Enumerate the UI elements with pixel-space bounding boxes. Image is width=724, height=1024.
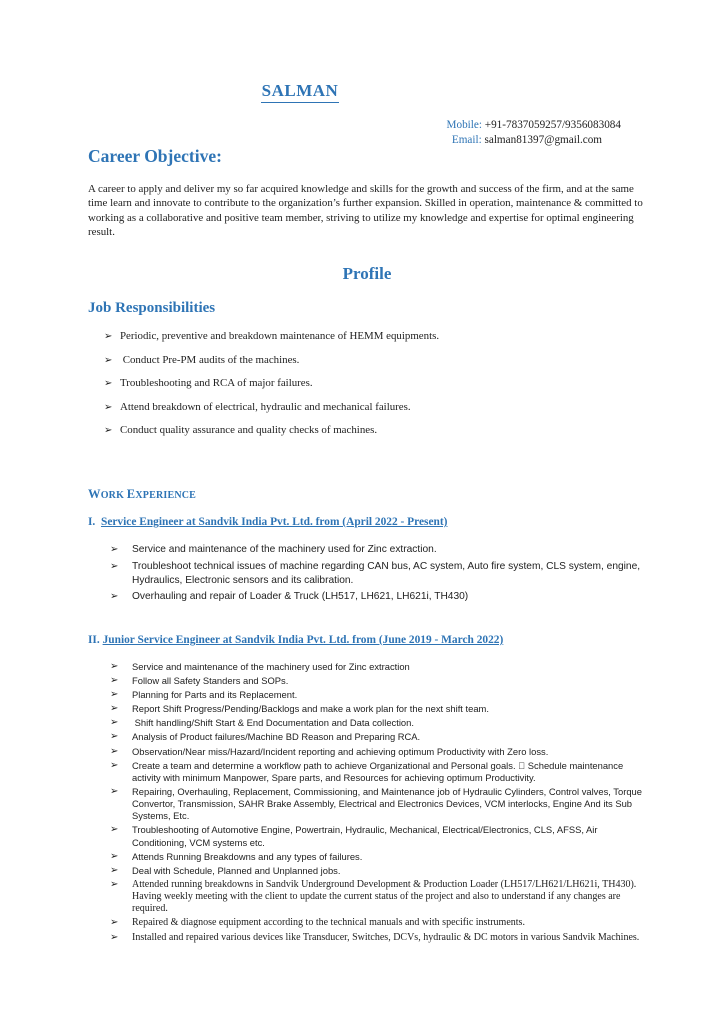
arrow-bullet-icon: ➢ [110, 745, 119, 757]
list-item [110, 717, 647, 729]
arrow-bullet-icon: ➢ [110, 931, 119, 943]
arrow-bullet-icon: ➢ [110, 731, 119, 743]
duty-text: Deal with Schedule, Planned and Unplanned jobs. [132, 864, 341, 876]
job-numeral: I. [88, 516, 96, 528]
job-responsibilities-heading: Job Responsibilities [88, 300, 216, 316]
list-item [110, 543, 647, 557]
responsibilities-list [104, 328, 439, 446]
responsibility-text: Periodic, preventive and breakdown maintenance of HEMM equipments. [120, 330, 440, 342]
list-item [104, 328, 439, 352]
responsibility-text: Troubleshooting and RCA of major failures. [120, 377, 313, 389]
contact-email [452, 134, 602, 146]
arrow-bullet-icon: ➢ [110, 544, 119, 555]
duty-text: Repaired & diagnose equipment according to the technical manuals and with specific instruments. [132, 917, 525, 929]
career-objective-heading: Career Objective: [88, 146, 222, 166]
list-item [110, 731, 647, 743]
arrow-bullet-icon: ➢ [110, 560, 119, 572]
job-2-duties [110, 661, 647, 946]
job-title-2 [88, 634, 503, 646]
duty-text: Troubleshoot technical issues of machine regarding CAN bus, AC system, Auto fire system, CLS system, engine, Hydraulics, Electronic sensors and its calibration. [132, 560, 641, 586]
list-item [110, 703, 647, 715]
arrow-bullet-icon: ➢ [110, 717, 119, 729]
candidate-name-text: SALMAN [261, 81, 340, 103]
duty-text: Service and maintenance of the machinery used for Zinc extraction [132, 661, 410, 672]
arrow-bullet-icon: ➢ [110, 864, 119, 876]
list-item [110, 851, 647, 863]
duty-text: Service and maintenance of the machinery used for Zinc extraction. [132, 544, 437, 555]
career-objective-text: A career to apply and deliver my so far acquired knowledge and skills for the growth and success of the firm, and at the same time learn and innovate to contribute to the organization’s further expansion. Skilled in operation, maintenance & committed to working as a collaborative and positive team member, striving to utilize my knowledge and expertise for optimal engineering result. [88, 183, 643, 238]
arrow-bullet-icon: ➢ [104, 401, 113, 413]
job-1-duties [110, 543, 647, 607]
responsibility-text: Attend breakdown of electrical, hydraulic and mechanical failures. [120, 400, 411, 413]
list-item [104, 375, 439, 399]
list-item [110, 560, 647, 588]
work-heading-part: ORK [100, 490, 127, 501]
arrow-bullet-icon: ➢ [110, 661, 119, 672]
duty-text: Planning for Parts and its Replacement. [132, 689, 298, 701]
arrow-bullet-icon: ➢ [104, 331, 113, 342]
responsibility-text: Conduct quality assurance and quality checks of machines. [120, 424, 378, 436]
duty-text: Report Shift Progress/Pending/Backlogs and make a work plan for the next shift team. [132, 703, 489, 715]
duty-text: Troubleshooting of Automotive Engine, Powertrain, Hydraulic, Mechanical, Electrical/Electronics, CLS, AFSS, Air Conditioning, VCM systems etc. [132, 824, 598, 848]
arrow-bullet-icon: ➢ [110, 850, 119, 862]
list-item [110, 746, 647, 758]
email-value[interactable]: salman81397@gmail.com [484, 134, 602, 146]
arrow-bullet-icon: ➢ [104, 354, 113, 366]
list-item [110, 675, 647, 687]
list-item [104, 422, 439, 446]
duty-text: Observation/Near miss/Hazard/Incident reporting and achieving optimum Productivity with Zero loss. [132, 745, 549, 757]
work-heading-part: W [88, 487, 101, 501]
work-experience-heading [88, 487, 196, 502]
list-item [104, 399, 439, 423]
list-item [110, 932, 647, 944]
list-item [110, 917, 647, 929]
profile-heading: Profile [342, 264, 392, 283]
list-item [110, 760, 647, 784]
duty-text: Attends Running Breakdowns and any types of failures. [132, 850, 363, 862]
arrow-bullet-icon: ➢ [110, 759, 119, 771]
list-item [110, 689, 647, 701]
contact-mobile [447, 119, 621, 131]
list-item [104, 352, 439, 376]
list-item [110, 786, 647, 823]
arrow-bullet-icon: ➢ [110, 878, 119, 890]
job-title-text: Service Engineer at Sandvik India Pvt. Ltd. from (April 2022 - Present) [100, 516, 448, 528]
responsibility-text: Conduct Pre-PM audits of the machines. [120, 353, 300, 366]
duty-text: Attended running breakdowns in Sandvik Underground Development & Production Loader (LH517/LH621/LH621i, TH430). Having weekly meeting with the client to update the current status of the project and also to understand if any changes are required. [132, 878, 637, 915]
work-heading-part: E [126, 487, 136, 501]
arrow-bullet-icon: ➢ [110, 917, 119, 929]
duty-text: Overhauling and repair of Loader & Truck (LH517, LH621, LH621i, TH430) [132, 591, 469, 602]
duty-text: Repairing, Overhauling, Replacement, Commissioning, and Maintenance job of Hydraulic Cylinders, Control valves, Torque Convertor, Transmission, SAHR Brake Assembly, Electrical and Electronics Devices, VCM interlocks, Engine And its Sub Systems, Etc. [132, 785, 642, 822]
arrow-bullet-icon: ➢ [104, 378, 113, 389]
arrow-bullet-icon: ➢ [110, 785, 119, 797]
duty-text: Installed and repaired various devices like Transducer, Switches, DCVs, hydraulic & DC motors in various Sandvik Machines. [132, 931, 640, 943]
arrow-bullet-icon: ➢ [110, 824, 119, 836]
work-heading-part: XPERIENCE [135, 490, 197, 501]
arrow-bullet-icon: ➢ [110, 689, 119, 701]
duty-text: Follow all Safety Standers and SOPs. [132, 675, 289, 687]
arrow-bullet-icon: ➢ [110, 591, 119, 602]
job-title-text: Junior Service Engineer at Sandvik India Pvt. Ltd. from (June 2019 - March 2022) [102, 634, 504, 646]
mobile-label: Mobile: [446, 119, 482, 131]
email-label: Email: [451, 134, 482, 146]
mobile-value[interactable]: +91-7837059257/9356083084 [484, 119, 621, 131]
list-item [110, 661, 647, 673]
arrow-bullet-icon: ➢ [110, 703, 119, 715]
duty-text: Shift handling/Shift Start & End Documentation and Data collection. [132, 717, 414, 729]
list-item [110, 879, 647, 916]
list-item [110, 865, 647, 877]
arrow-bullet-icon: ➢ [110, 675, 119, 687]
duty-text: Create a team and determine a workflow path to achieve Organizational and Personal goals. Schedule maintenance activity with minimum Manpower, Spare parts, and Resources for achieving optimum Productivity. [132, 759, 645, 783]
list-item [110, 590, 647, 604]
duty-text: Analysis of Product failures/Machine BD Reason and Preparing RCA. [132, 731, 421, 743]
candidate-name [0, 81, 600, 103]
arrow-bullet-icon: ➢ [104, 425, 113, 436]
list-item [110, 824, 647, 848]
job-title-1 [88, 516, 447, 528]
job-numeral: II. [88, 634, 100, 646]
